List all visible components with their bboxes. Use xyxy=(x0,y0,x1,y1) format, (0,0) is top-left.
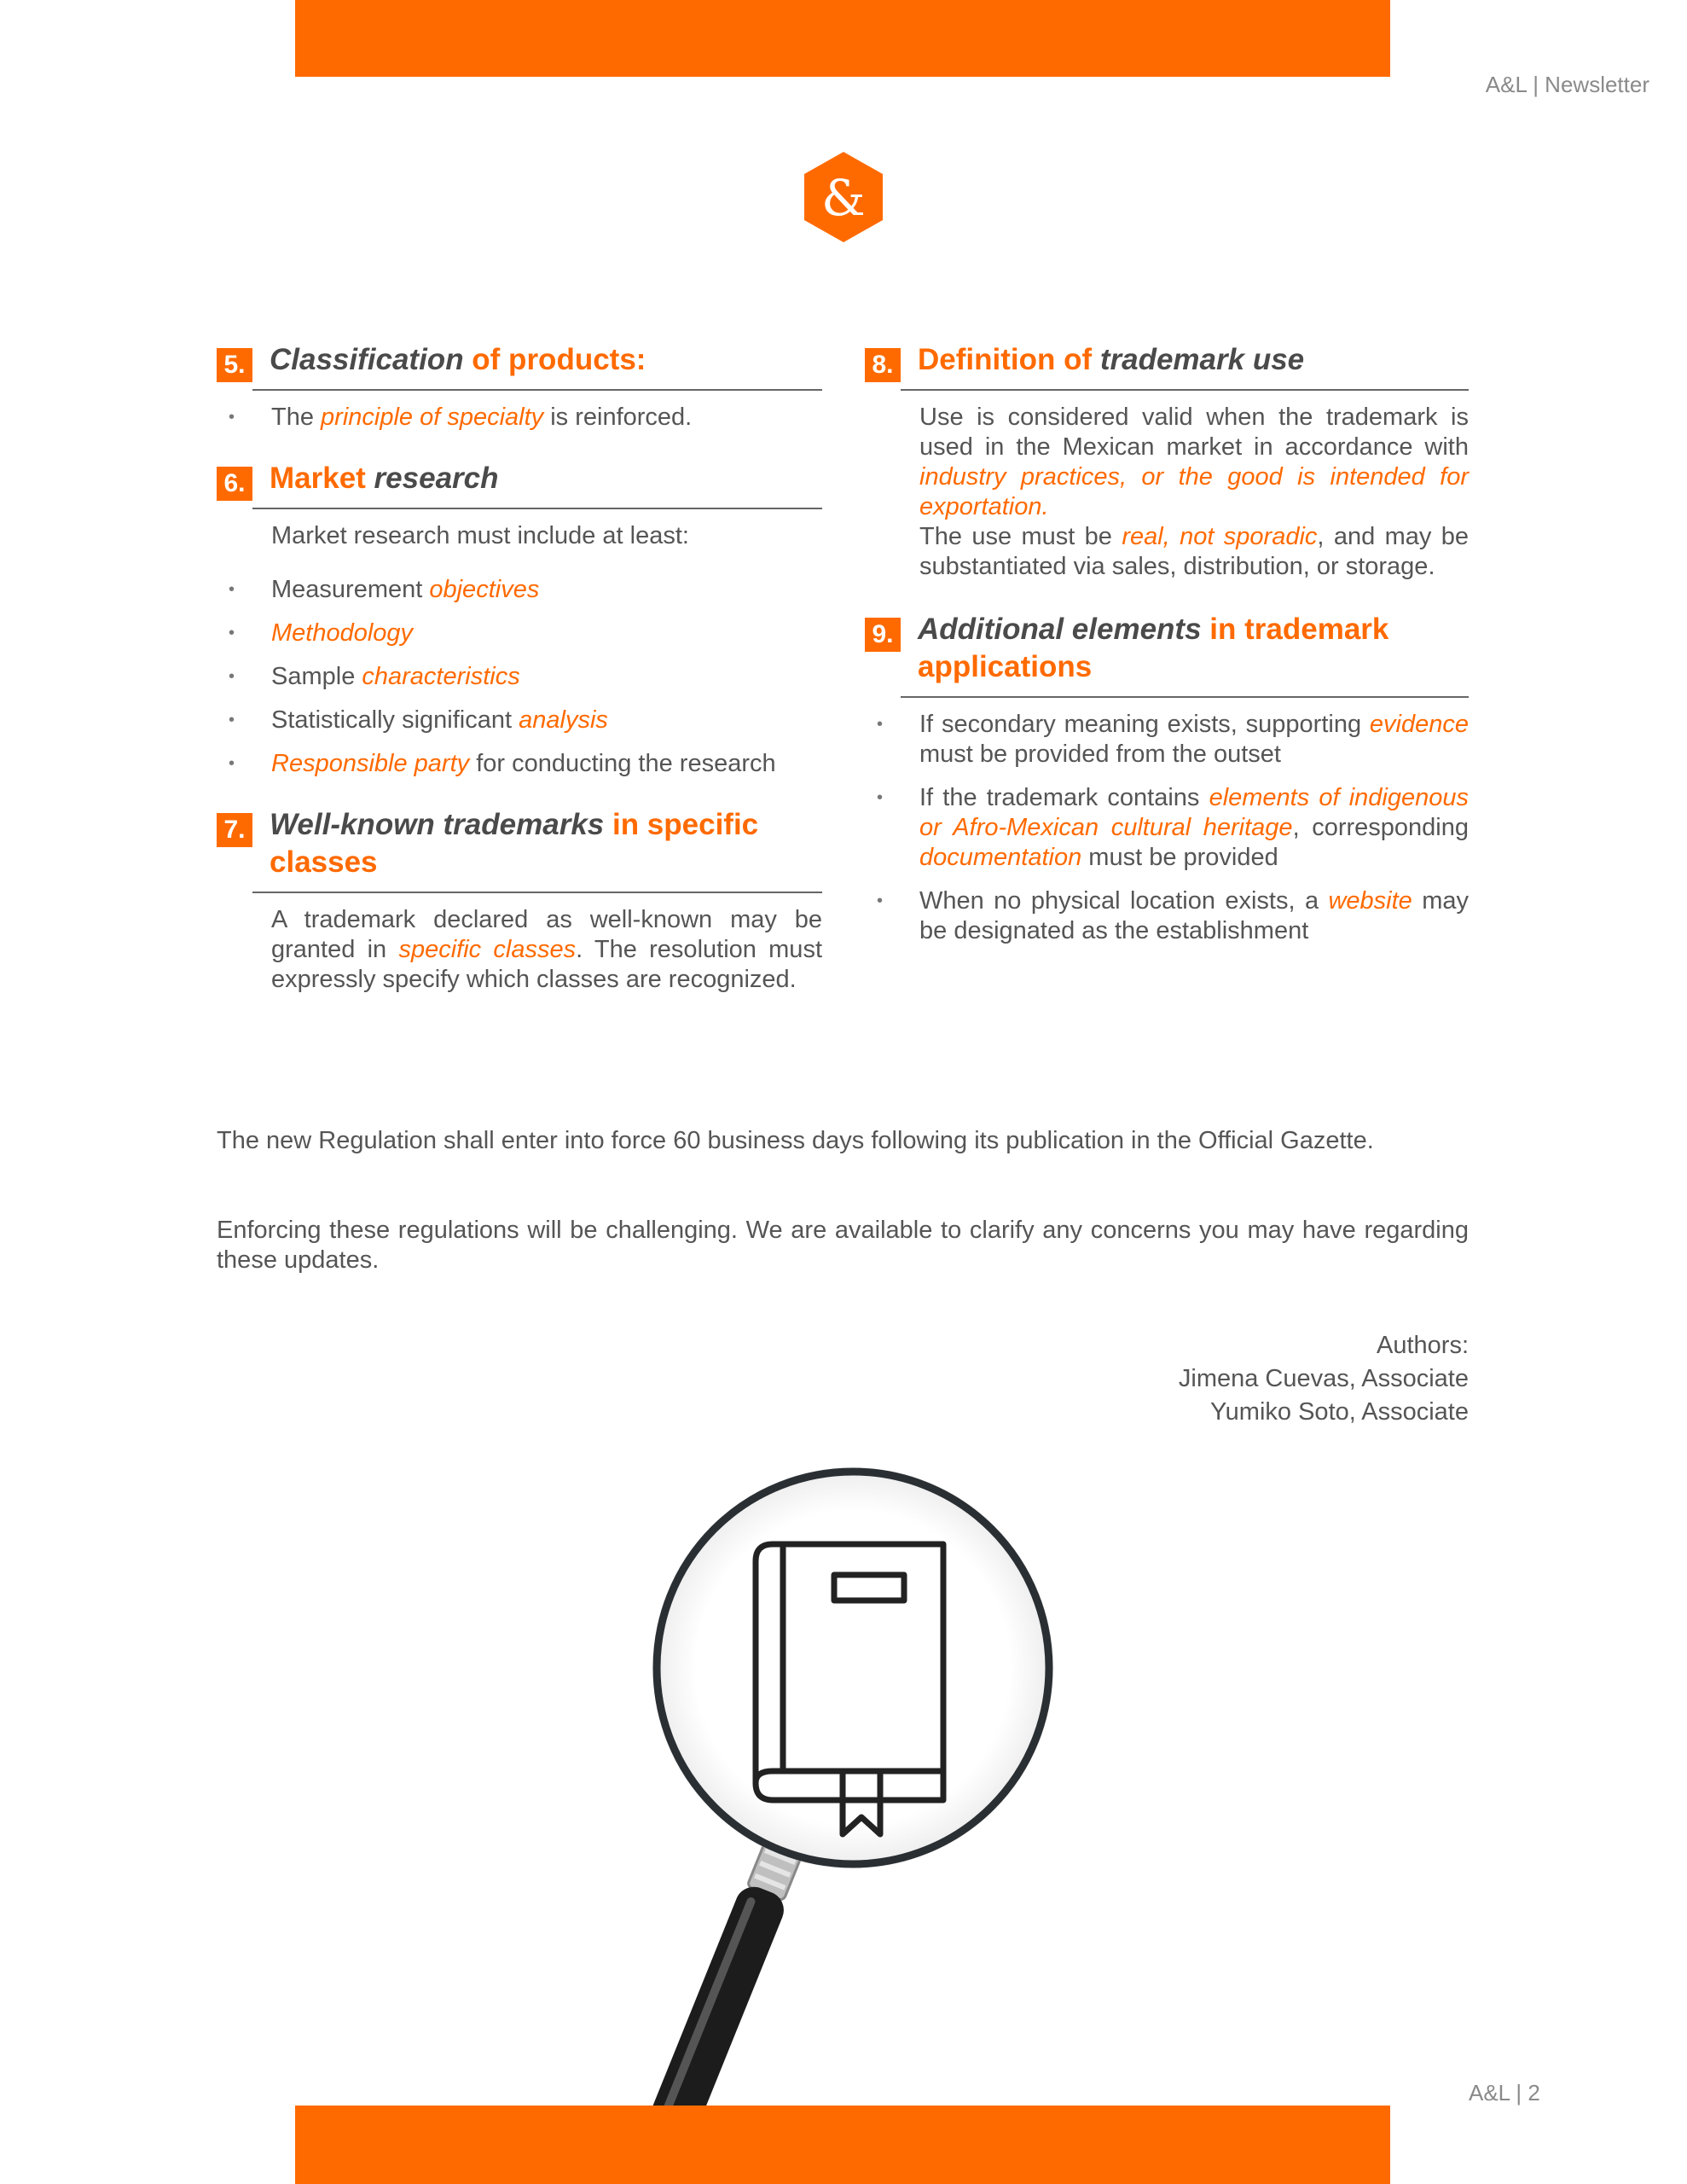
list-item: • Statistically significant analysis xyxy=(217,706,822,735)
section-number: 8. xyxy=(865,348,901,382)
author-2: Yumiko Soto, Associate xyxy=(1209,1398,1469,1426)
section-8-text: Use is considered valid when the trademark is used in the Mexican market in accordance with industry practices, or the good is intended for exportation. The use must be real, not sporadic, and may be substantiated via sales, distribution, or storage. xyxy=(919,404,1469,580)
newsletter-header: A&L | Newsletter xyxy=(1485,72,1649,97)
list-item: • The principle of specialty is reinforced. xyxy=(217,403,822,433)
section-divider xyxy=(252,508,822,509)
ampersand-logo-icon xyxy=(801,150,886,244)
section-7-title: 7. Well-known trademarks in specific classes xyxy=(217,806,822,892)
list-item: • If the trademark contains elements of indigenous or Afro-Mexican cultural heritage, corresponding documentation must be provided xyxy=(865,783,1469,873)
list-item: • Measurement objectives xyxy=(217,575,822,605)
section-divider xyxy=(901,696,1469,698)
section-6-list xyxy=(217,575,822,779)
section-divider xyxy=(901,389,1469,391)
section-6-intro: Market research must include at least: xyxy=(271,522,689,549)
list-item: • When no physical location exists, a website may be designated as the establishment xyxy=(865,886,1469,946)
list-item: • Responsible party for conducting the research xyxy=(217,749,822,779)
section-8-title: 8. Definition of trademark use xyxy=(865,341,1469,389)
section-number: 5. xyxy=(217,348,252,382)
section-9-title: 9. Additional elements in trademark applications xyxy=(865,611,1469,696)
magnifying-glass-book-icon xyxy=(597,1442,1075,2107)
left-column xyxy=(217,341,822,995)
top-accent-bar xyxy=(295,0,1390,77)
list-item: • Methodology xyxy=(217,619,822,648)
authors-label: Authors: xyxy=(1377,1332,1469,1359)
page-number: A&L | 2 xyxy=(1469,2080,1540,2106)
section-number: 7. xyxy=(217,813,252,847)
list-item: • If secondary meaning exists, supporting evidence must be provided from the outset xyxy=(865,710,1469,770)
closing-paragraph-2: Enforcing these regulations will be challenging. We are available to clarify any concerns you may have regarding these updates. xyxy=(217,1217,1469,1274)
section-9-list xyxy=(865,710,1469,946)
list-item: • Sample characteristics xyxy=(217,662,822,692)
bottom-accent-bar xyxy=(295,2106,1390,2184)
author-1: Jimena Cuevas, Associate xyxy=(1178,1365,1469,1392)
section-number: 6. xyxy=(217,467,252,501)
section-6-title: 6. Market research xyxy=(217,460,822,508)
section-5-list xyxy=(217,403,822,433)
closing-paragraph-1: The new Regulation shall enter into force 60 business days following its publication in the Official Gazette. xyxy=(217,1127,1374,1154)
section-divider xyxy=(252,389,822,391)
authors-block xyxy=(1179,1329,1469,1429)
section-7-text: A trademark declared as well-known may be granted in specific classes. The resolution must expressly specify which classes are recognized. xyxy=(271,906,822,993)
section-number: 9. xyxy=(865,618,901,652)
section-5-title: 5. Classification of products: xyxy=(217,341,822,389)
svg-text:&: & xyxy=(821,169,866,227)
section-divider xyxy=(252,892,822,893)
right-column xyxy=(865,341,1469,946)
